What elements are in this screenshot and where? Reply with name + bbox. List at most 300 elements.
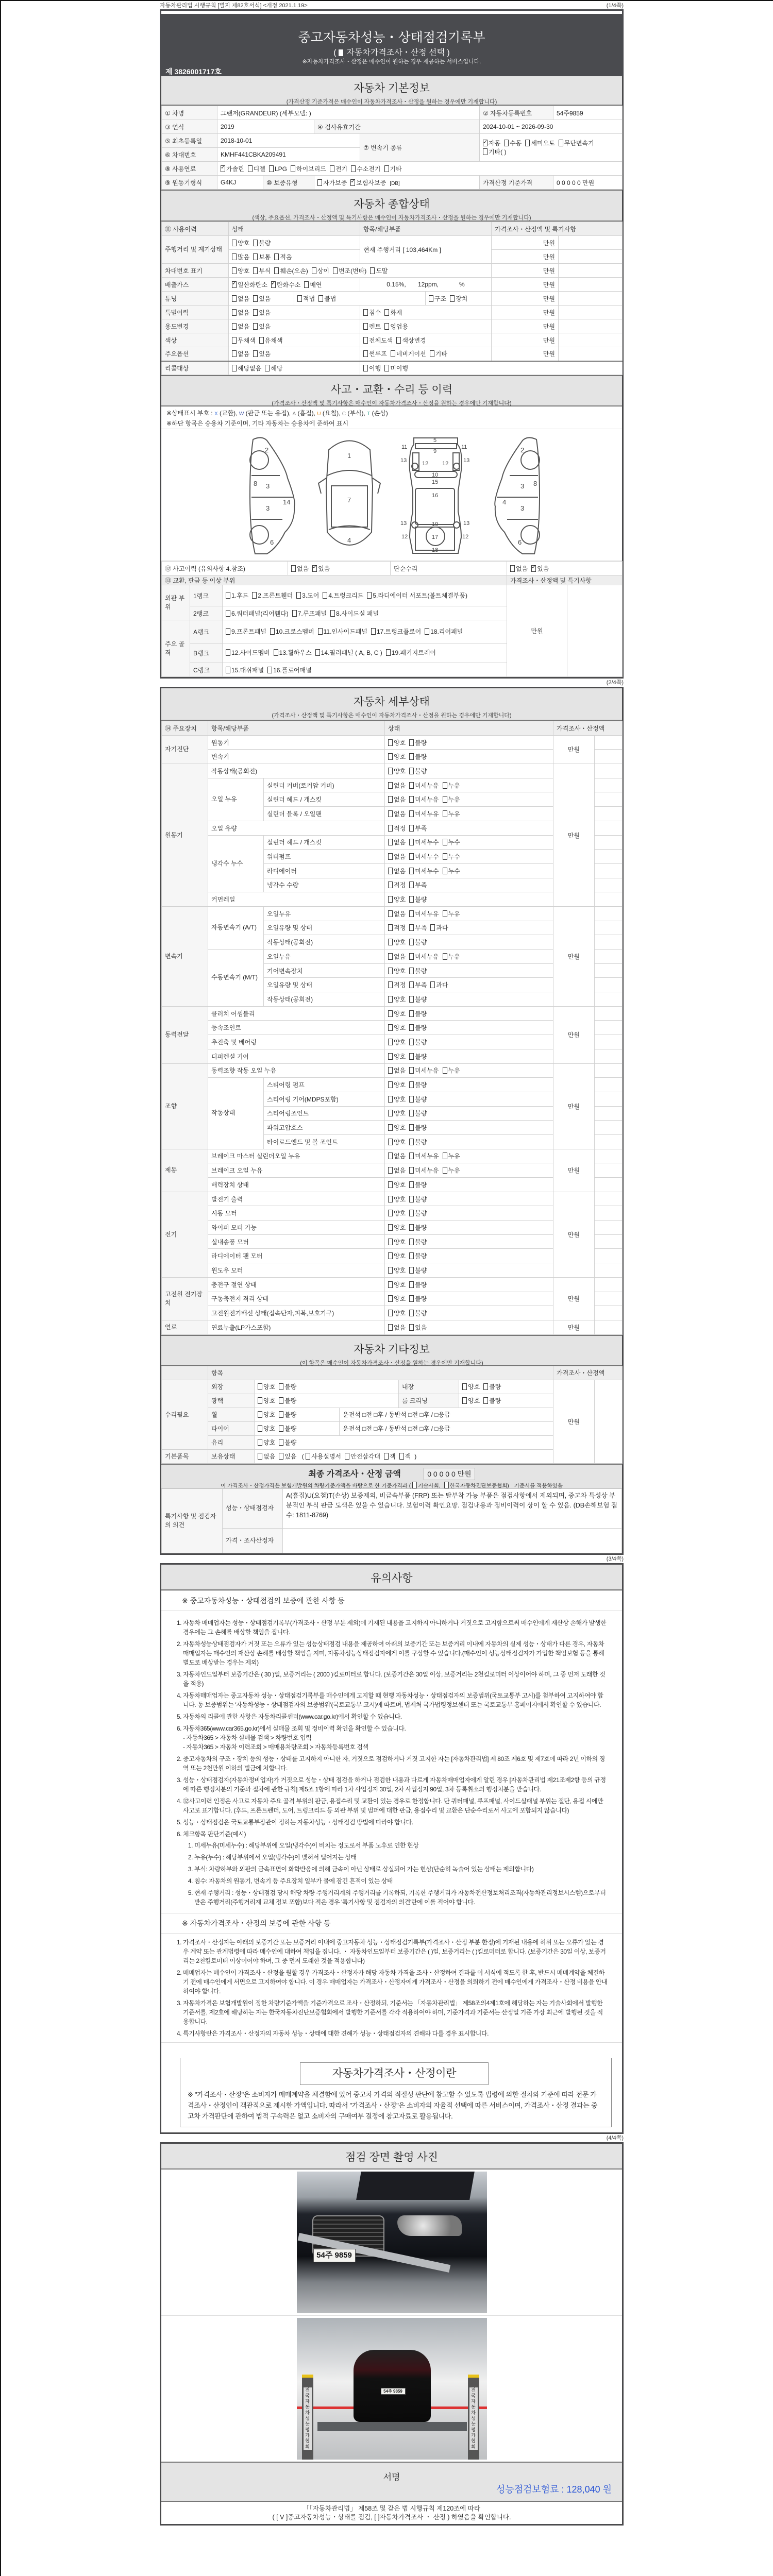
checkbox[interactable] bbox=[384, 165, 389, 172]
checkbox[interactable] bbox=[443, 1153, 447, 1159]
checkbox-option[interactable] bbox=[252, 591, 293, 600]
checkbox[interactable] bbox=[252, 592, 257, 599]
checkbox[interactable] bbox=[253, 323, 258, 330]
checkbox-option[interactable] bbox=[388, 1109, 406, 1117]
checkbox[interactable] bbox=[409, 1024, 414, 1031]
checkbox-option[interactable] bbox=[279, 1424, 296, 1433]
checkbox-option[interactable] bbox=[510, 564, 528, 573]
checkbox[interactable] bbox=[388, 1267, 393, 1274]
checkbox[interactable] bbox=[274, 649, 278, 656]
checkbox-option[interactable] bbox=[409, 867, 439, 875]
checkbox[interactable] bbox=[267, 667, 272, 673]
checkbox[interactable] bbox=[483, 140, 488, 146]
checkbox[interactable] bbox=[504, 140, 509, 146]
checkbox[interactable] bbox=[409, 1295, 414, 1302]
checkbox-option[interactable] bbox=[279, 1410, 296, 1419]
checkbox-option[interactable] bbox=[409, 1266, 427, 1275]
checkbox-option[interactable] bbox=[409, 1080, 427, 1089]
price-note[interactable] bbox=[559, 292, 623, 306]
checkbox[interactable] bbox=[409, 1039, 414, 1045]
checkbox-option[interactable] bbox=[259, 336, 283, 345]
checkbox[interactable] bbox=[388, 996, 393, 1003]
price-note[interactable] bbox=[595, 1221, 623, 1235]
price-note[interactable] bbox=[595, 1178, 623, 1192]
checkbox[interactable] bbox=[253, 295, 258, 302]
checkbox[interactable] bbox=[409, 768, 414, 774]
checkbox[interactable] bbox=[232, 309, 237, 316]
checkbox[interactable] bbox=[409, 810, 414, 817]
checkbox[interactable] bbox=[363, 323, 368, 330]
checkbox[interactable] bbox=[345, 1453, 349, 1460]
checkbox[interactable] bbox=[232, 267, 237, 274]
price-note[interactable] bbox=[559, 306, 623, 319]
checkbox-option[interactable] bbox=[363, 322, 381, 331]
checkbox[interactable] bbox=[388, 981, 393, 988]
checkbox[interactable] bbox=[253, 309, 258, 316]
checkbox[interactable] bbox=[232, 365, 237, 371]
price-note[interactable] bbox=[595, 1121, 623, 1135]
checkbox[interactable] bbox=[388, 1196, 393, 1202]
checkbox[interactable] bbox=[279, 1411, 283, 1418]
checkbox-option[interactable] bbox=[388, 1180, 406, 1189]
checkbox[interactable] bbox=[363, 350, 368, 357]
checkbox[interactable] bbox=[443, 810, 447, 817]
checkbox-option[interactable] bbox=[388, 1323, 406, 1332]
price-note[interactable] bbox=[595, 1049, 623, 1063]
price-note[interactable] bbox=[559, 264, 623, 278]
checkbox[interactable] bbox=[443, 796, 447, 803]
checkbox-option[interactable] bbox=[409, 781, 439, 790]
checkbox-option[interactable] bbox=[409, 1309, 427, 1317]
checkbox[interactable] bbox=[351, 165, 356, 172]
checkbox[interactable] bbox=[388, 796, 393, 803]
checkbox-option[interactable] bbox=[388, 952, 406, 961]
checkbox-option[interactable] bbox=[409, 909, 439, 918]
checkbox[interactable] bbox=[409, 1081, 414, 1088]
checkbox[interactable] bbox=[559, 140, 563, 146]
checkbox-option[interactable] bbox=[232, 308, 249, 317]
checkbox[interactable] bbox=[388, 1210, 393, 1216]
checkbox[interactable] bbox=[531, 565, 536, 572]
checkbox[interactable] bbox=[409, 839, 414, 845]
checkbox[interactable] bbox=[388, 1252, 393, 1259]
checkbox-option[interactable] bbox=[388, 1023, 406, 1032]
checkbox-option[interactable] bbox=[409, 1123, 427, 1132]
checkbox-option[interactable] bbox=[279, 1438, 296, 1447]
checkbox-option[interactable] bbox=[232, 364, 261, 372]
checkbox[interactable] bbox=[412, 1482, 417, 1488]
checkbox-option[interactable] bbox=[274, 649, 312, 657]
price-note[interactable] bbox=[595, 1192, 623, 1206]
checkbox[interactable] bbox=[226, 592, 230, 599]
checkbox-option[interactable] bbox=[429, 294, 446, 303]
checkbox[interactable] bbox=[388, 1324, 393, 1331]
checkbox-option[interactable] bbox=[462, 1382, 480, 1391]
checkbox[interactable] bbox=[409, 782, 414, 789]
checkbox-option[interactable] bbox=[444, 1482, 509, 1489]
checkbox-option[interactable] bbox=[333, 266, 366, 275]
price-note[interactable] bbox=[595, 1320, 623, 1334]
price-service-checkbox[interactable] bbox=[339, 49, 343, 56]
checkbox[interactable] bbox=[409, 1010, 414, 1017]
checkbox[interactable] bbox=[388, 868, 393, 874]
checkbox[interactable] bbox=[388, 1053, 393, 1060]
checkbox[interactable] bbox=[409, 853, 414, 860]
checkbox[interactable] bbox=[226, 628, 230, 635]
price-note[interactable] bbox=[595, 1092, 623, 1106]
checkbox[interactable] bbox=[409, 896, 414, 903]
checkbox-option[interactable] bbox=[409, 980, 427, 989]
price-note[interactable] bbox=[595, 935, 623, 950]
checkbox-option[interactable] bbox=[409, 1138, 427, 1146]
checkbox[interactable] bbox=[409, 1153, 414, 1159]
checkbox[interactable] bbox=[291, 165, 295, 172]
checkbox[interactable] bbox=[306, 1453, 310, 1460]
checkbox-option[interactable] bbox=[425, 628, 463, 636]
checkbox-option[interactable] bbox=[330, 164, 347, 173]
price-note[interactable] bbox=[559, 319, 623, 333]
checkbox-option[interactable] bbox=[388, 809, 406, 818]
checkbox-option[interactable] bbox=[312, 266, 329, 275]
price-note[interactable] bbox=[595, 807, 623, 821]
checkbox[interactable] bbox=[258, 1439, 262, 1446]
checkbox[interactable] bbox=[409, 882, 414, 888]
checkbox-option[interactable] bbox=[443, 838, 460, 846]
checkbox[interactable] bbox=[232, 281, 237, 288]
checkbox[interactable] bbox=[430, 350, 434, 357]
checkbox[interactable] bbox=[388, 853, 393, 860]
checkbox[interactable] bbox=[318, 295, 323, 302]
checkbox-option[interactable] bbox=[370, 266, 388, 275]
checkbox-option[interactable] bbox=[232, 322, 249, 331]
checkbox[interactable] bbox=[384, 365, 389, 371]
checkbox[interactable] bbox=[409, 1067, 414, 1074]
checkbox-option[interactable] bbox=[312, 564, 330, 573]
checkbox-option[interactable] bbox=[388, 867, 406, 875]
price-note[interactable] bbox=[595, 1163, 623, 1178]
checkbox[interactable] bbox=[271, 281, 276, 288]
checkbox-option[interactable] bbox=[525, 139, 554, 148]
checkbox[interactable] bbox=[318, 628, 323, 635]
checkbox[interactable] bbox=[409, 1224, 414, 1231]
checkbox-option[interactable] bbox=[430, 980, 448, 989]
price-note[interactable] bbox=[595, 892, 623, 907]
checkbox[interactable] bbox=[443, 1067, 447, 1074]
checkbox-option[interactable] bbox=[232, 252, 249, 261]
checkbox[interactable] bbox=[388, 1039, 393, 1045]
checkbox[interactable] bbox=[462, 1383, 467, 1390]
price-note[interactable] bbox=[595, 1277, 623, 1292]
checkbox-option[interactable] bbox=[388, 1266, 406, 1275]
checkbox[interactable] bbox=[363, 337, 368, 344]
checkbox[interactable] bbox=[409, 1181, 414, 1188]
checkbox[interactable] bbox=[409, 1110, 414, 1116]
checkbox[interactable] bbox=[430, 981, 435, 988]
checkbox[interactable] bbox=[409, 1267, 414, 1274]
checkbox[interactable] bbox=[232, 253, 237, 260]
checkbox-option[interactable] bbox=[253, 308, 271, 317]
checkbox-option[interactable] bbox=[409, 1052, 427, 1061]
checkbox[interactable] bbox=[388, 1067, 393, 1074]
checkbox[interactable] bbox=[279, 1397, 283, 1404]
price-note[interactable] bbox=[559, 347, 623, 361]
price-note[interactable] bbox=[595, 1035, 623, 1049]
checkbox[interactable] bbox=[388, 1310, 393, 1316]
checkbox-option[interactable] bbox=[315, 649, 382, 657]
price-note[interactable] bbox=[595, 1380, 623, 1463]
checkbox-option[interactable] bbox=[253, 266, 271, 275]
checkbox[interactable] bbox=[409, 1281, 414, 1288]
checkbox[interactable] bbox=[388, 1110, 393, 1116]
checkbox[interactable] bbox=[384, 323, 389, 330]
checkbox[interactable] bbox=[232, 337, 237, 344]
checkbox[interactable] bbox=[384, 309, 389, 316]
checkbox[interactable] bbox=[388, 1010, 393, 1017]
checkbox[interactable] bbox=[274, 253, 279, 260]
checkbox-option[interactable] bbox=[279, 1382, 296, 1391]
checkbox[interactable] bbox=[409, 939, 414, 945]
checkbox[interactable] bbox=[232, 295, 237, 302]
checkbox[interactable] bbox=[510, 565, 515, 572]
checkbox[interactable] bbox=[399, 1453, 404, 1460]
checkbox-option[interactable] bbox=[388, 1138, 406, 1146]
checkbox-option[interactable] bbox=[409, 824, 427, 833]
checkbox[interactable] bbox=[259, 337, 264, 344]
price-note[interactable] bbox=[595, 750, 623, 764]
checkbox[interactable] bbox=[258, 1453, 262, 1460]
checkbox-option[interactable] bbox=[450, 294, 467, 303]
checkbox[interactable] bbox=[409, 910, 414, 917]
checkbox[interactable] bbox=[350, 179, 355, 186]
checkbox-option[interactable] bbox=[304, 280, 322, 289]
checkbox[interactable] bbox=[409, 1210, 414, 1216]
checkbox[interactable] bbox=[269, 165, 274, 172]
checkbox[interactable] bbox=[388, 1024, 393, 1031]
checkbox[interactable] bbox=[317, 179, 322, 186]
checkbox[interactable] bbox=[391, 350, 395, 357]
checkbox[interactable] bbox=[409, 1196, 414, 1202]
checkbox[interactable] bbox=[409, 953, 414, 960]
checkbox-option[interactable] bbox=[396, 336, 426, 345]
checkbox-option[interactable] bbox=[330, 609, 379, 618]
checkbox-option[interactable] bbox=[279, 1452, 296, 1461]
checkbox[interactable] bbox=[279, 1383, 283, 1390]
checkbox-option[interactable] bbox=[531, 564, 549, 573]
price-note[interactable] bbox=[595, 978, 623, 992]
checkbox[interactable] bbox=[312, 267, 316, 274]
checkbox[interactable] bbox=[409, 996, 414, 1003]
checkbox-option[interactable] bbox=[409, 1251, 427, 1260]
checkbox-option[interactable] bbox=[409, 1151, 439, 1160]
checkbox[interactable] bbox=[409, 1124, 414, 1131]
checkbox-option[interactable] bbox=[388, 1095, 406, 1104]
checkbox[interactable] bbox=[409, 1053, 414, 1060]
checkbox[interactable] bbox=[232, 240, 237, 246]
checkbox[interactable] bbox=[443, 868, 447, 874]
checkbox-option[interactable] bbox=[388, 852, 406, 861]
checkbox-option[interactable] bbox=[258, 1438, 275, 1447]
checkbox[interactable] bbox=[333, 267, 338, 274]
checkbox[interactable] bbox=[388, 953, 393, 960]
checkbox[interactable] bbox=[409, 1252, 414, 1259]
checkbox-option[interactable] bbox=[388, 781, 406, 790]
checkbox-option[interactable] bbox=[409, 752, 427, 761]
checkbox-option[interactable] bbox=[559, 139, 594, 148]
checkbox-option[interactable] bbox=[363, 349, 387, 358]
checkbox-option[interactable] bbox=[409, 995, 427, 1004]
checkbox-option[interactable] bbox=[409, 1009, 427, 1018]
checkbox-option[interactable] bbox=[232, 239, 249, 247]
checkbox-option[interactable] bbox=[409, 938, 427, 946]
checkbox-option[interactable] bbox=[363, 336, 393, 345]
checkbox[interactable] bbox=[409, 924, 414, 931]
price-note[interactable] bbox=[595, 1149, 623, 1163]
checkbox[interactable] bbox=[258, 1397, 262, 1404]
checkbox[interactable] bbox=[388, 739, 393, 746]
checkbox[interactable] bbox=[444, 1482, 449, 1488]
checkbox-option[interactable] bbox=[253, 322, 271, 331]
checkbox[interactable] bbox=[483, 1383, 488, 1390]
checkbox-option[interactable] bbox=[388, 1251, 406, 1260]
checkbox[interactable] bbox=[409, 753, 414, 760]
checkbox-option[interactable] bbox=[388, 995, 406, 1004]
price-note[interactable] bbox=[595, 821, 623, 835]
checkbox[interactable] bbox=[388, 1153, 393, 1159]
checkbox[interactable] bbox=[312, 565, 317, 572]
checkbox[interactable] bbox=[409, 1139, 414, 1145]
checkbox-option[interactable] bbox=[391, 349, 426, 358]
checkbox[interactable] bbox=[388, 1096, 393, 1103]
checkbox[interactable] bbox=[388, 768, 393, 774]
checkbox[interactable] bbox=[258, 1383, 262, 1390]
checkbox[interactable] bbox=[409, 796, 414, 803]
checkbox-option[interactable] bbox=[409, 1280, 427, 1289]
checkbox-option[interactable] bbox=[409, 795, 439, 804]
checkbox-option[interactable] bbox=[274, 252, 292, 261]
checkbox-option[interactable] bbox=[388, 923, 406, 932]
checkbox-option[interactable] bbox=[388, 1309, 406, 1317]
checkbox[interactable] bbox=[265, 365, 270, 371]
checkbox-option[interactable] bbox=[409, 967, 427, 975]
checkbox[interactable] bbox=[388, 924, 393, 931]
checkbox-option[interactable] bbox=[221, 164, 244, 173]
checkbox[interactable] bbox=[253, 267, 258, 274]
checkbox-option[interactable] bbox=[483, 139, 500, 148]
checkbox-option[interactable] bbox=[279, 1396, 296, 1405]
checkbox[interactable] bbox=[388, 753, 393, 760]
checkbox-option[interactable] bbox=[384, 322, 408, 331]
checkbox-option[interactable] bbox=[258, 1410, 275, 1419]
checkbox[interactable] bbox=[462, 1397, 467, 1404]
checkbox-option[interactable] bbox=[388, 1066, 406, 1075]
price-note[interactable] bbox=[559, 278, 623, 292]
checkbox-option[interactable] bbox=[388, 1009, 406, 1018]
checkbox[interactable] bbox=[279, 1425, 283, 1432]
price-note[interactable] bbox=[595, 1006, 623, 1021]
checkbox[interactable] bbox=[304, 281, 309, 288]
checkbox-option[interactable] bbox=[388, 1195, 406, 1204]
price-note[interactable] bbox=[595, 992, 623, 1007]
checkbox-option[interactable] bbox=[388, 1223, 406, 1232]
checkbox[interactable] bbox=[363, 309, 368, 316]
checkbox[interactable] bbox=[388, 1124, 393, 1131]
checkbox-option[interactable] bbox=[388, 1209, 406, 1217]
price-note[interactable] bbox=[595, 1234, 623, 1249]
checkbox[interactable] bbox=[388, 1295, 393, 1302]
checkbox[interactable] bbox=[425, 628, 429, 635]
checkbox-option[interactable] bbox=[409, 1095, 427, 1104]
price-note[interactable] bbox=[595, 963, 623, 978]
checkbox[interactable] bbox=[450, 295, 455, 302]
checkbox-option[interactable] bbox=[388, 838, 406, 846]
checkbox-option[interactable] bbox=[296, 591, 319, 600]
checkbox[interactable] bbox=[388, 1139, 393, 1145]
checkbox[interactable] bbox=[430, 924, 435, 931]
checkbox-option[interactable] bbox=[291, 164, 326, 173]
checkbox-option[interactable] bbox=[409, 923, 427, 932]
checkbox-option[interactable] bbox=[232, 266, 249, 275]
checkbox-option[interactable] bbox=[388, 738, 406, 747]
checkbox-option[interactable] bbox=[253, 294, 271, 303]
checkbox[interactable] bbox=[315, 649, 320, 656]
checkbox-option[interactable] bbox=[388, 795, 406, 804]
price-note[interactable] bbox=[595, 764, 623, 778]
checkbox[interactable] bbox=[388, 1239, 393, 1245]
checkbox[interactable] bbox=[226, 649, 230, 656]
checkbox-option[interactable] bbox=[388, 752, 406, 761]
price-note[interactable] bbox=[595, 735, 623, 750]
checkbox-option[interactable] bbox=[363, 364, 381, 372]
checkbox-option[interactable] bbox=[388, 1080, 406, 1089]
checkbox[interactable] bbox=[409, 825, 414, 832]
checkbox-option[interactable] bbox=[258, 1382, 275, 1391]
checkbox-option[interactable] bbox=[409, 895, 427, 904]
checkbox[interactable] bbox=[226, 667, 230, 673]
checkbox-option[interactable] bbox=[384, 364, 408, 372]
checkbox[interactable] bbox=[232, 323, 237, 330]
checkbox-option[interactable] bbox=[271, 280, 300, 289]
checkbox-option[interactable] bbox=[388, 1038, 406, 1046]
checkbox-option[interactable] bbox=[409, 1023, 427, 1032]
price-note[interactable] bbox=[595, 835, 623, 850]
checkbox-option[interactable] bbox=[248, 164, 265, 173]
checkbox-option[interactable] bbox=[258, 1396, 275, 1405]
checkbox[interactable] bbox=[483, 148, 488, 155]
checkbox-option[interactable] bbox=[371, 628, 421, 636]
checkbox[interactable] bbox=[409, 868, 414, 874]
checkbox-option[interactable] bbox=[232, 336, 256, 345]
checkbox[interactable] bbox=[291, 565, 296, 572]
checkbox[interactable] bbox=[388, 882, 393, 888]
checkbox-option[interactable] bbox=[409, 1323, 427, 1332]
checkbox-option[interactable] bbox=[388, 824, 406, 833]
checkbox-option[interactable] bbox=[323, 591, 363, 600]
checkbox-option[interactable] bbox=[388, 1238, 406, 1246]
checkbox[interactable] bbox=[248, 165, 253, 172]
checkbox[interactable] bbox=[388, 839, 393, 845]
checkbox-option[interactable] bbox=[443, 852, 460, 861]
checkbox-option[interactable] bbox=[226, 609, 289, 618]
checkbox[interactable] bbox=[279, 1453, 283, 1460]
checkbox[interactable] bbox=[409, 981, 414, 988]
checkbox-option[interactable] bbox=[412, 1482, 441, 1489]
checkbox-option[interactable] bbox=[443, 809, 460, 818]
checkbox-option[interactable] bbox=[409, 1180, 427, 1189]
checkbox[interactable] bbox=[363, 365, 368, 371]
price-note[interactable] bbox=[595, 1263, 623, 1278]
checkbox-option[interactable] bbox=[443, 909, 460, 918]
checkbox[interactable] bbox=[270, 628, 275, 635]
